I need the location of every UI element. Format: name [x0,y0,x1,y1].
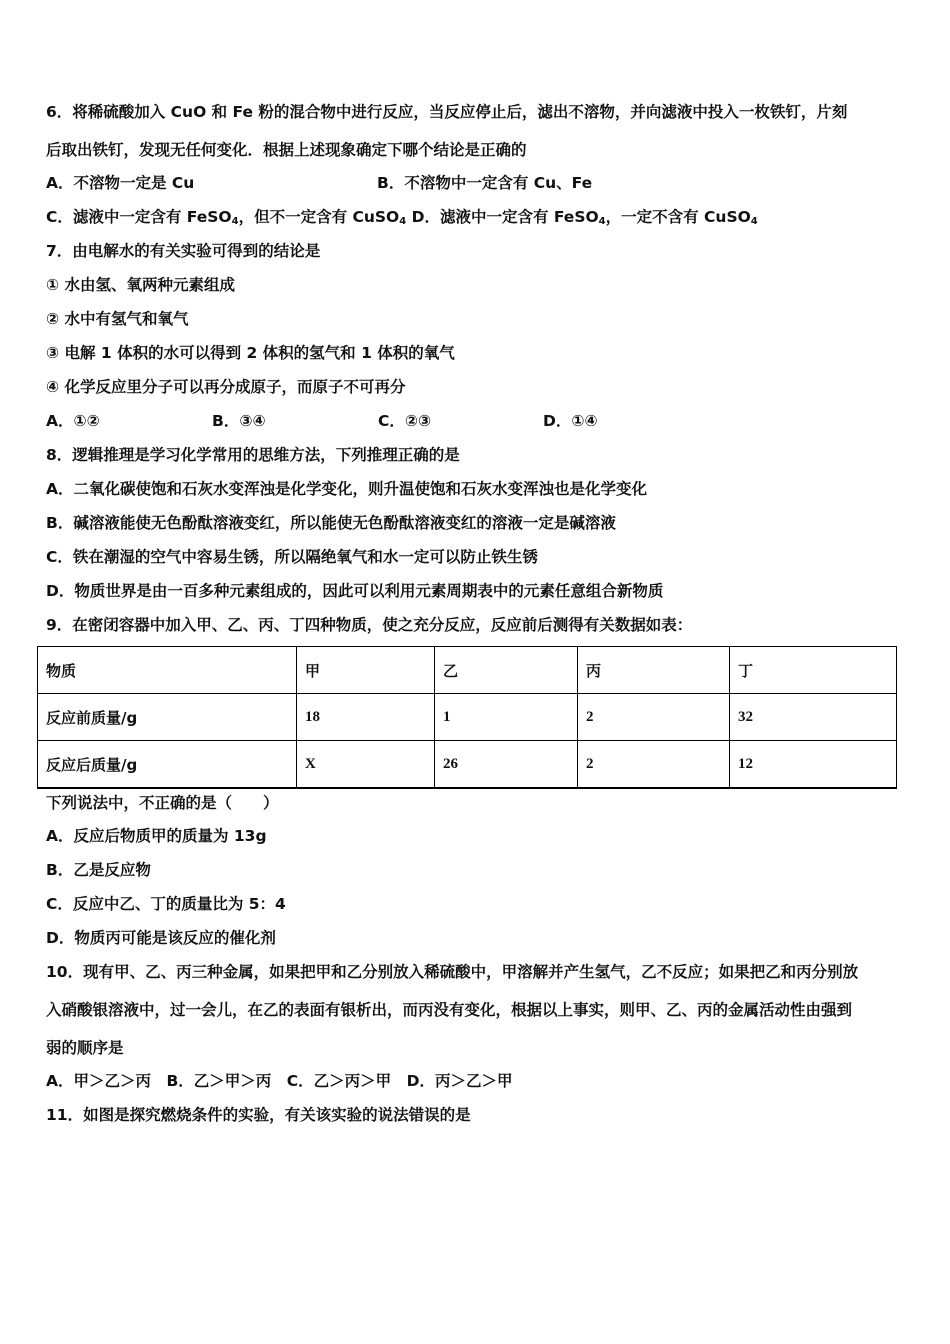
table-cell: 乙 [435,647,578,694]
q7-statement-1: ① 水由氢、氧两种元素组成 [46,276,236,294]
q9-data-table [37,646,897,789]
q7-statement-2: ② 水中有氢气和氧气 [46,310,189,328]
q9-option-d: D．物质丙可能是该反应的催化剂 [46,929,276,947]
subscript: 4 [598,216,606,227]
table-cell: 物质 [38,647,297,694]
q10-stem-line3: 弱的顺序是 [46,1039,124,1057]
q7-stem: 7．由电解水的有关实验可得到的结论是 [46,242,321,260]
q7-option-c: C．②③ [378,412,432,430]
q10-stem-line2: 入硝酸银溶液中，过一会儿，在乙的表面有银析出，而丙没有变化，根据以上事实，则甲、乙、丙的金属活动性由强到 [46,1001,853,1019]
table-header-row [38,647,897,694]
table-cell: 1 [435,694,578,741]
q7-statement-4: ④ 化学反应里分子可以再分成原子，而原子不可再分 [46,378,406,396]
subscript: 4 [750,216,758,227]
q8-option-d: D．物质世界是由一百多种元素组成的，因此可以利用元素周期表中的元素任意组合新物质 [46,582,664,600]
q10-options: A．甲＞乙＞丙 B．乙＞甲＞丙 C．乙＞丙＞甲 D．丙＞乙＞甲 [46,1072,513,1090]
q6-option-d-part1: D．滤液中一定含有 FeSO [406,208,599,226]
q6-stem-line2: 后取出铁钉，发现无任何变化．根据上述现象确定下哪个结论是正确的 [46,141,527,159]
table-cell: 12 [730,741,897,789]
q7-option-d: D．①④ [543,412,598,430]
q7-option-b: B．③④ [212,412,266,430]
q7-statement-3: ③ 电解 1 体积的水可以得到 2 体积的氢气和 1 体积的氧气 [46,344,455,362]
table-cell: 18 [297,694,435,741]
q6-stem-line1: 6．将稀硫酸加入 CuO 和 Fe 粉的混合物中进行反应，当反应停止后，滤出不溶物，并向滤液中投入一枚铁钉，片刻 [46,103,848,121]
subscript: 4 [399,216,407,227]
q6-option-a: A．不溶物一定是 Cu [46,174,195,192]
table-cell: 丙 [578,647,730,694]
q8-option-b: B．碱溶液能使无色酚酞溶液变红，所以能使无色酚酞溶液变红的溶液一定是碱溶液 [46,514,616,532]
q6-option-b: B．不溶物中一定含有 Cu、Fe [377,174,593,192]
table-row [38,741,897,789]
table-cell: X [297,741,435,789]
q8-option-c: C．铁在潮湿的空气中容易生锈，所以隔绝氧气和水一定可以防止铁生锈 [46,548,538,566]
q6-option-c-part2: ，但不一定含有 CuSO [238,208,400,226]
table-cell: 26 [435,741,578,789]
q11-stem: 11．如图是探究燃烧条件的实验，有关该实验的说法错误的是 [46,1106,471,1124]
table-row [38,694,897,741]
q9-question: 下列说法中，不正确的是（ ） [46,794,279,812]
q8-stem: 8．逻辑推理是学习化学常用的思维方法，下列推理正确的是 [46,446,460,464]
table-cell: 甲 [297,647,435,694]
q9-option-c: C．反应中乙、丁的质量比为 5：4 [46,895,286,913]
q9-stem: 9．在密闭容器中加入甲、乙、丙、丁四种物质，使之充分反应，反应前后测得有关数据如表： [46,616,693,634]
q8-option-a: A．二氧化碳使饱和石灰水变浑浊是化学变化，则升温使饱和石灰水变浑浊也是化学变化 [46,480,647,498]
table-cell: 32 [730,694,897,741]
q6-option-c-part1: C．滤液中一定含有 FeSO [46,208,232,226]
table-cell: 2 [578,741,730,789]
table-cell: 反应后质量/g [38,741,297,789]
q7-option-a: A．①② [46,412,100,430]
q9-option-b: B．乙是反应物 [46,861,151,879]
q6-option-d-part2: ，一定不含有 CuSO [605,208,751,226]
table-cell: 2 [578,694,730,741]
subscript: 4 [231,216,239,227]
table-cell: 丁 [730,647,897,694]
q9-option-a: A．反应后物质甲的质量为 13g [46,827,267,845]
q10-stem-line1: 10．现有甲、乙、丙三种金属，如果把甲和乙分别放入稀硫酸中，甲溶解并产生氢气，乙不反应；如果把乙和丙分别放 [46,963,859,981]
q6-options-cd [46,207,758,232]
table-cell: 反应前质量/g [38,694,297,741]
